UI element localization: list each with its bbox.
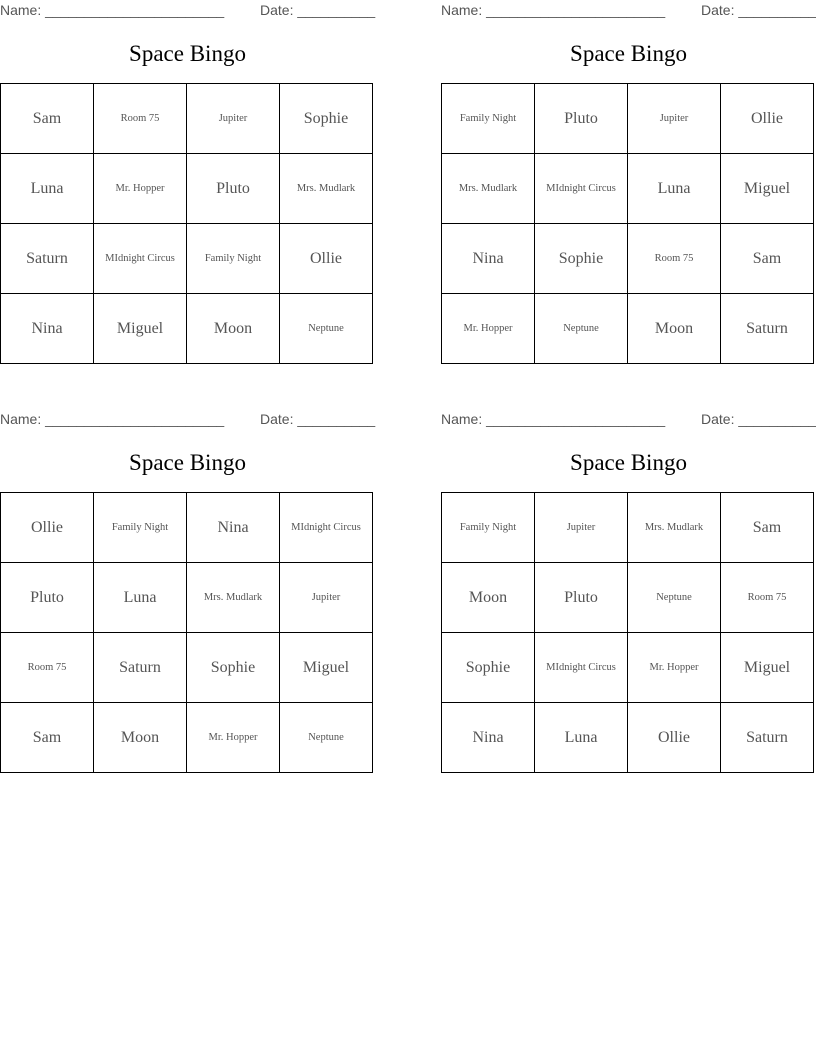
name-field-label: Name: _______________________ [0, 2, 225, 18]
bingo-cell: MIdnight Circus [535, 633, 628, 703]
card-header [0, 409, 375, 429]
bingo-cell: Jupiter [628, 84, 721, 154]
bingo-cell: Sam [721, 224, 814, 294]
bingo-cell: Nina [187, 493, 280, 563]
grid-row [1, 563, 373, 633]
bingo-cell: Nina [442, 703, 535, 773]
bingo-cell: Mrs. Mudlark [187, 563, 280, 633]
card-header [441, 0, 816, 20]
bingo-cell: Room 75 [1, 633, 94, 703]
bingo-cell: Neptune [535, 294, 628, 364]
bingo-cell: Saturn [94, 633, 187, 703]
bingo-cell: Moon [94, 703, 187, 773]
bingo-cell: Moon [187, 294, 280, 364]
grid-row [1, 84, 373, 154]
bingo-cell: Family Night [442, 84, 535, 154]
card-title: Space Bingo [129, 41, 246, 66]
bingo-cell: Nina [442, 224, 535, 294]
bingo-cell: MIdnight Circus [94, 224, 187, 294]
bingo-cell: Sam [1, 703, 94, 773]
bingo-cell: Luna [1, 154, 94, 224]
grid-row [1, 154, 373, 224]
bingo-cell: Sophie [535, 224, 628, 294]
bingo-cell: Jupiter [535, 493, 628, 563]
bingo-cell: Mr. Hopper [628, 633, 721, 703]
bingo-cell: Neptune [280, 294, 373, 364]
grid-row [1, 294, 373, 364]
bingo-cell: Nina [1, 294, 94, 364]
bingo-cell: Ollie [280, 224, 373, 294]
grid-row [442, 84, 814, 154]
bingo-cell: Mr. Hopper [94, 154, 187, 224]
bingo-cell: Room 75 [94, 84, 187, 154]
date-field-label: Date: __________ [260, 2, 376, 18]
bingo-cell: Luna [628, 154, 721, 224]
date-field-label: Date: __________ [260, 411, 376, 427]
bingo-cell: Pluto [1, 563, 94, 633]
bingo-cell: Luna [94, 563, 187, 633]
bingo-cell: Jupiter [280, 563, 373, 633]
bingo-cell: Family Night [94, 493, 187, 563]
date-field-label: Date: __________ [701, 2, 816, 18]
bingo-cell: Pluto [535, 563, 628, 633]
bingo-grid [441, 492, 814, 773]
bingo-grid [441, 83, 814, 364]
bingo-cell: MIdnight Circus [280, 493, 373, 563]
bingo-cell: Sophie [187, 633, 280, 703]
bingo-cell: Moon [628, 294, 721, 364]
bingo-cell: Sam [1, 84, 94, 154]
bingo-cell: Sophie [280, 84, 373, 154]
grid-row [1, 633, 373, 703]
bingo-cell: Neptune [280, 703, 373, 773]
name-field-label: Name: _______________________ [441, 411, 666, 427]
grid-row [442, 154, 814, 224]
bingo-cell: Room 75 [721, 563, 814, 633]
bingo-cell: Sam [721, 493, 814, 563]
grid-row [1, 703, 373, 773]
bingo-cell: Saturn [721, 294, 814, 364]
grid-row [1, 493, 373, 563]
bingo-cell: Mr. Hopper [442, 294, 535, 364]
bingo-cell: Mr. Hopper [187, 703, 280, 773]
bingo-cell: Saturn [1, 224, 94, 294]
bingo-cell: Ollie [1, 493, 94, 563]
bingo-cell: Moon [442, 563, 535, 633]
bingo-cell: Jupiter [187, 84, 280, 154]
bingo-grid [0, 492, 373, 773]
bingo-cell: Pluto [187, 154, 280, 224]
bingo-cell: Mrs. Mudlark [280, 154, 373, 224]
bingo-cell: Family Night [442, 493, 535, 563]
bingo-cell: Miguel [721, 154, 814, 224]
bingo-cell: Miguel [94, 294, 187, 364]
grid-row [442, 224, 814, 294]
card-title: Space Bingo [570, 41, 687, 66]
bingo-cell: Ollie [721, 84, 814, 154]
bingo-cell: Saturn [721, 703, 814, 773]
grid-row [442, 493, 814, 563]
bingo-cell: MIdnight Circus [535, 154, 628, 224]
card-header [441, 409, 816, 429]
grid-row [1, 224, 373, 294]
card-title: Space Bingo [129, 450, 246, 475]
bingo-cell: Family Night [187, 224, 280, 294]
card-title: Space Bingo [570, 450, 687, 475]
bingo-cell: Ollie [628, 703, 721, 773]
bingo-cell: Sophie [442, 633, 535, 703]
grid-row [442, 563, 814, 633]
name-field-label: Name: _______________________ [441, 2, 666, 18]
bingo-cell: Miguel [721, 633, 814, 703]
grid-row [442, 294, 814, 364]
bingo-cell: Mrs. Mudlark [628, 493, 721, 563]
bingo-cell: Luna [535, 703, 628, 773]
bingo-cell: Miguel [280, 633, 373, 703]
grid-row [442, 633, 814, 703]
bingo-cell: Neptune [628, 563, 721, 633]
grid-row [442, 703, 814, 773]
bingo-cell: Pluto [535, 84, 628, 154]
bingo-grid [0, 83, 373, 364]
bingo-cell: Room 75 [628, 224, 721, 294]
card-header [0, 0, 375, 20]
bingo-cell: Mrs. Mudlark [442, 154, 535, 224]
date-field-label: Date: __________ [701, 411, 816, 427]
name-field-label: Name: _______________________ [0, 411, 225, 427]
